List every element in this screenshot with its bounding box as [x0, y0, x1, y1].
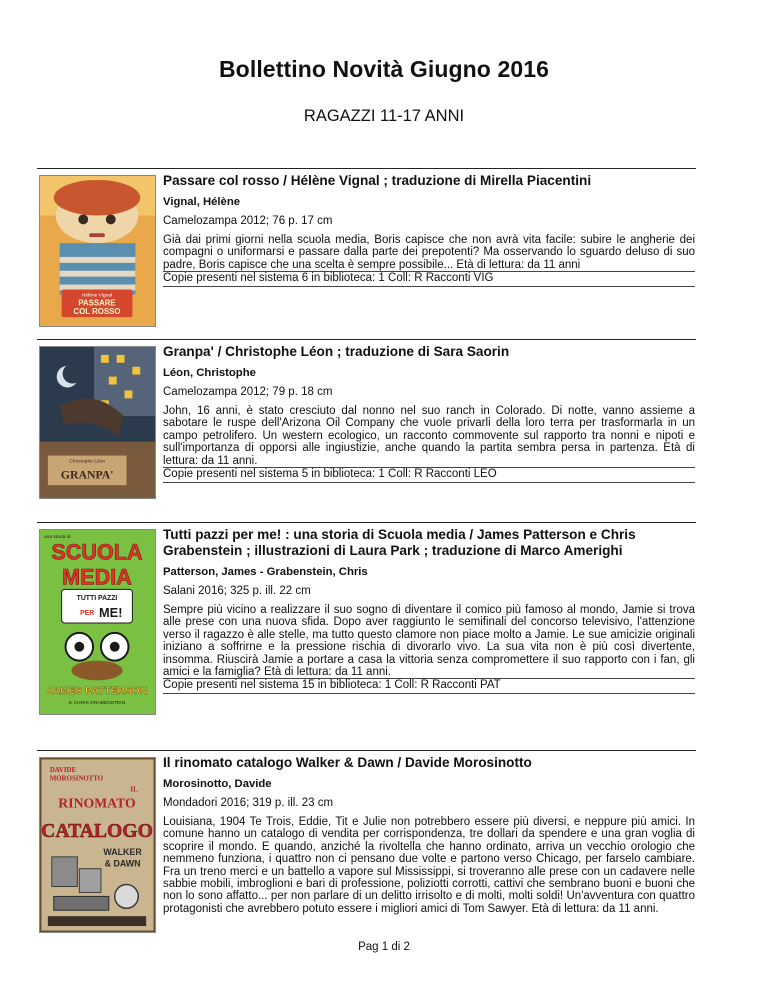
page-title: Bollettino Novità Giugno 2016: [218, 56, 550, 82]
cover-title-text: GRANPA': [60, 467, 114, 482]
cover-author-text: Christophe Léon: [69, 459, 106, 465]
book-publication: Mondadori 2016; 319 p. ill. 23 cm: [163, 797, 334, 809]
book-description: John, 16 anni, è stato cresciuto dal nonno nel suo ranch in Colorado. Di notte, vanno assieme a sabotare le ruspe dell'Arizona Oil Company che vuole privarli della loro terra per trasformarla in un campo petrolifero. Un western ecologico, un racconto commovente sul rapporto tra nonni e nipoti e sull'importanza di opporsi alle ingiustizie, anche quando la partita sembra persa in partenza. Età di lettura: da 11 anni.: [163, 405, 695, 467]
cover-author-text: JAMES PATTERSON: [46, 686, 148, 698]
cover-author-text: Hélène Vignal: [81, 293, 113, 299]
cover-author-line-1: DAVIDE: [49, 766, 77, 774]
book-info: [163, 755, 695, 915]
book-cover-image[interactable]: [39, 346, 156, 499]
cover-title-line-2: COL ROSSO: [73, 307, 121, 317]
book-info: [163, 527, 695, 694]
book-copies: Copie presenti nel sistema 15 in biblioteca: 1 Coll: R Racconti PAT: [163, 678, 695, 694]
book-cover-image[interactable]: [39, 175, 156, 327]
book-title-link[interactable]: Il rinomato catalogo Walker & Dawn / Davide Morosinotto: [163, 755, 532, 770]
page-subtitle: RAGAZZI 11-17 ANNI: [303, 107, 465, 125]
book-copies: Copie presenti nel sistema 5 in biblioteca: 1 Coll: R Racconti LEO: [163, 467, 695, 483]
book-title-link[interactable]: Tutti pazzi per me! : una storia di Scuola media / James Patterson e Chris Grabenstein ; illustrazioni di Laura Park ; traduzione di Marco Amerighi: [163, 527, 636, 558]
book-info: [163, 173, 695, 287]
book-description: Sempre più vicino a realizzare il suo sogno di diventare il comico più famoso al mondo, Jamie si trova alle prese con una nuova sfida. Dopo aver raggiunto le semifinali del concorso televisivo, l'attenzione verso il ragazzo è alle stelle, ma tutto questo clamore non piace molto a Jamie. Le sue amicizie originali iniziano a soffrirne e la pressione rischia di divorarlo vivo. La sua vita non è più così divertente, insomma. Riuscirà Jamie a portare a casa la vittoria senza compromettere il suo rapporto con i fan, gli amici e la famiglia? Età di lettura: da 11 anni.: [163, 604, 695, 679]
cover-title-line-1: PASSARE: [78, 298, 116, 308]
cover-title-line-3: WALKER: [103, 846, 142, 857]
book-author: Léon, Christophe: [163, 367, 256, 379]
book-title-link[interactable]: Granpa' / Christophe Léon ; traduzione di Sara Saorin: [163, 344, 510, 359]
entry-divider: [37, 522, 696, 523]
cover-title-line-4: & DAWN: [104, 858, 141, 869]
book-copies: Copie presenti nel sistema 6 in biblioteca: 1 Coll: R Racconti VIG: [163, 271, 695, 287]
book-publication: Camelozampa 2012; 76 p. 17 cm: [163, 215, 333, 227]
cover-title-line-2: CATALOGO: [41, 820, 153, 843]
entry-divider: [37, 168, 696, 169]
book-title-link[interactable]: Passare col rosso / Hélène Vignal ; traduzione di Mirella Piacentini: [163, 173, 592, 188]
cover-series-small: una storia di: [43, 534, 71, 540]
page-number: Pag 1 di 2: [358, 941, 410, 953]
cover-title-line-3: ME!: [99, 605, 123, 621]
book-info: [163, 344, 695, 483]
book-author: Morosinotto, Davide: [163, 778, 272, 790]
cover-title-line-1: RINOMATO: [58, 795, 136, 811]
cover-title-line-2: PER: [80, 610, 95, 618]
book-cover-image[interactable]: [39, 757, 156, 933]
book-description: Louisiana, 1904 Te Trois, Eddie, Tit e Julie non potrebbero essere più diversi, e neppure più amici. In comune hanno un catalogo di vendita per corrispondenza, tre dollari da spendere e una gran voglia di scoprire il mondo. E quando, anziché la rivoltella che hanno ordinato, arriva un vecchio orologio che nemmeno funziona, i quattro non ci pensano due volte e partono verso Chicago, per farselo cambiare. Fra un treno merci e un battello a vapore sul Mississippi, si troveranno alle prese con un cadavere nelle sabbie mobili, imbroglioni e bari di professione, poliziotti corrotti, cattivi che sembrano buoni e buoni che non lo sono affatto... per non parlare di un delitto irrisolto e di molti, molti soldi! Un'avventura con quattro protagonisti che avrebbero potuto essere i migliori amici di Tom Sawyer. Età di lettura: da 11 anni.: [163, 816, 695, 915]
cover-author-line-2: MOROSINOTTO: [49, 775, 104, 783]
cover-title-line-1: TUTTI PAZZI: [76, 595, 118, 603]
book-cover-image[interactable]: [39, 529, 156, 715]
cover-series-line-1: SCUOLA: [51, 539, 143, 565]
book-author: Vignal, Hélène: [163, 196, 241, 208]
entry-divider: [37, 339, 696, 340]
entry-divider: [37, 750, 696, 751]
book-description: Già dai primi giorni nella scuola media, Boris capisce che non avrà vita facile: subire le angherie dei compagni o uniformarsi e passare dalla parte dei prepotenti? Ma osservando lo sguardo deluso di suo padre, Boris capisce che una scelta è sempre possibile... Età di lettura: da 11 anni: [163, 234, 695, 271]
cover-series-line-2: MEDIA: [62, 564, 132, 590]
book-publication: Salani 2016; 325 p. ill. 22 cm: [163, 585, 311, 597]
book-author: Patterson, James - Grabenstein, Chris: [163, 566, 368, 578]
book-publication: Camelozampa 2012; 79 p. 18 cm: [163, 386, 333, 398]
cover-title-article: IL: [130, 786, 138, 794]
cover-coauthor-text: E CHRIS GRABENSTEIN: [68, 701, 126, 707]
